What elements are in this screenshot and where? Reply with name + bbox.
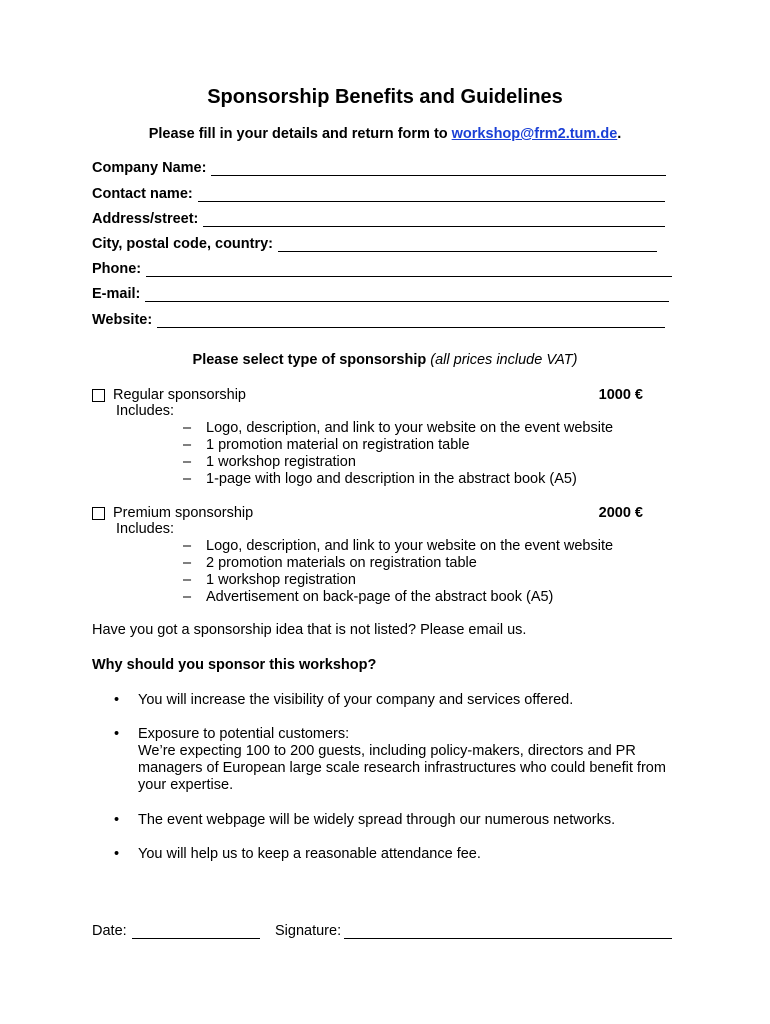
email-input-line[interactable] <box>145 288 669 302</box>
website-field[interactable] <box>92 310 665 328</box>
selection-heading-text: Please select type of sponsorship <box>192 352 427 368</box>
item-text: Logo, description, and link to your website on the event website <box>206 538 614 554</box>
field-label: Website: <box>92 312 153 328</box>
reason-text: The event webpage will be widely spread through our numerous networks. <box>138 812 616 828</box>
item-text: 2 promotion materials on registration table <box>206 555 477 571</box>
field-label: City, postal code, country: <box>92 236 274 252</box>
item-text: Advertisement on back-page of the abstract book (A5) <box>206 589 554 605</box>
website-input-line[interactable] <box>157 314 665 328</box>
dash-marker: – <box>183 538 192 554</box>
list-item <box>183 437 470 453</box>
field-label: Address/street: <box>92 211 199 227</box>
reason-bullet <box>114 812 678 829</box>
regular-sponsorship-option[interactable] <box>92 386 643 404</box>
sponsorship-type-heading <box>0 352 770 368</box>
instruction-suffix: . <box>617 126 622 142</box>
return-instruction <box>0 126 770 142</box>
list-item <box>183 589 553 605</box>
date-field[interactable] <box>92 923 260 939</box>
address-street-input-line[interactable] <box>203 213 665 227</box>
field-label: E-mail: <box>92 286 141 302</box>
reason-bullet <box>114 726 678 794</box>
company-name-field[interactable] <box>92 158 666 176</box>
company-name-input-line[interactable] <box>211 162 666 176</box>
dash-marker: – <box>183 555 192 571</box>
instruction-text: Please fill in your details and return form to <box>148 126 452 142</box>
contact-name-field[interactable] <box>92 184 665 202</box>
premium-sponsorship-checkbox[interactable] <box>92 507 105 520</box>
dash-marker: – <box>183 572 192 588</box>
reason-text: You will help us to keep a reasonable attendance fee. <box>138 846 481 862</box>
includes-label: Includes: <box>116 521 175 537</box>
item-text: 1 promotion material on registration table <box>206 437 470 453</box>
field-label: Phone: <box>92 261 142 277</box>
contact-name-input-line[interactable] <box>198 188 665 202</box>
why-sponsor-heading: Why should you sponsor this workshop? <box>92 657 377 673</box>
email-link[interactable]: workshop@frm2.tum.de <box>451 126 618 142</box>
field-label: Company Name: <box>92 160 207 176</box>
premium-sponsorship-option[interactable] <box>92 504 643 522</box>
sponsorship-idea-text: Have you got a sponsorship idea that is not listed? Please email us. <box>92 622 527 638</box>
bullet-marker: • <box>114 846 120 862</box>
dash-marker: – <box>183 471 192 487</box>
reason-text: You will increase the visibility of your company and services offered. <box>138 692 574 708</box>
dash-marker: – <box>183 437 192 453</box>
signature-field[interactable] <box>275 923 672 939</box>
field-label: Contact name: <box>92 186 193 202</box>
list-item <box>183 471 577 487</box>
option-label: Premium sponsorship <box>113 505 254 521</box>
date-label: Date: <box>92 923 127 939</box>
address-street-field[interactable] <box>92 209 665 227</box>
bullet-marker: • <box>114 812 120 828</box>
city-postal-country-input-line[interactable] <box>278 238 657 252</box>
dash-marker: – <box>183 420 192 436</box>
date-input-line[interactable] <box>132 924 260 939</box>
item-text: 1-page with logo and description in the abstract book (A5) <box>206 471 577 487</box>
list-item <box>183 420 613 436</box>
email-field[interactable] <box>92 284 669 302</box>
vat-note: (all prices include VAT) <box>430 352 578 368</box>
option-label: Regular sponsorship <box>113 387 246 403</box>
dash-marker: – <box>183 454 192 470</box>
signature-label: Signature: <box>275 923 342 939</box>
item-text: 1 workshop registration <box>206 572 356 588</box>
phone-input-line[interactable] <box>146 263 672 277</box>
option-price: 1000 € <box>598 387 643 403</box>
list-item <box>183 454 356 470</box>
reason-bullet <box>114 692 678 709</box>
item-text: 1 workshop registration <box>206 454 356 470</box>
page-title: Sponsorship Benefits and Guidelines <box>207 86 563 108</box>
dash-marker: – <box>183 589 192 605</box>
list-item <box>183 572 356 588</box>
reason-bullet <box>114 846 678 863</box>
phone-field[interactable] <box>92 259 672 277</box>
list-item <box>183 555 477 571</box>
reason-text: Exposure to potential customers: We’re expecting 100 to 200 guests, including policy-makers, directors and PR managers of European large scale research infrastructures who could benefit from your expertise. <box>138 726 666 793</box>
signature-input-line[interactable] <box>344 924 672 939</box>
item-text: Logo, description, and link to your website on the event website <box>206 420 614 436</box>
bullet-marker: • <box>114 692 120 708</box>
regular-sponsorship-checkbox[interactable] <box>92 389 105 402</box>
city-postal-country-field[interactable] <box>92 234 657 252</box>
bullet-marker: • <box>114 726 120 742</box>
list-item <box>183 538 613 554</box>
includes-label: Includes: <box>116 403 175 419</box>
option-price: 2000 € <box>598 505 643 521</box>
